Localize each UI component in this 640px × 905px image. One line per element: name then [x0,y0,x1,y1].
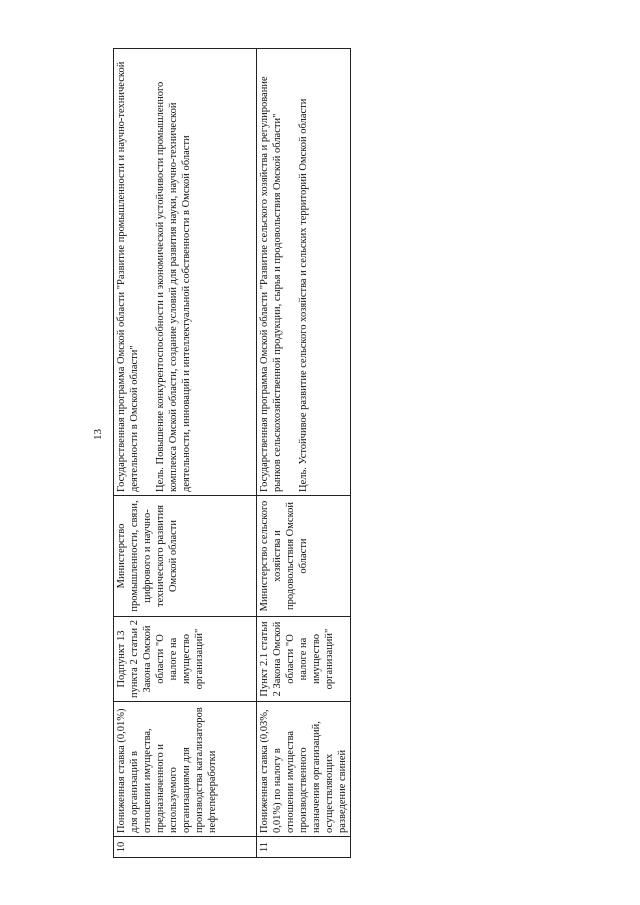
row-number: 11 [257,837,351,858]
program-cell [114,49,257,496]
program-goal: Цель. Повышение конкурентоспособности и экономической устойчивости промышленного комплекса Омской области, создание условий для развития науки, научно-технической деятельности, инноваций и интеллектуальной собственности в Омской области [155,81,192,492]
legal-basis-cell: Подпункт 13 пункта 2 статьи 2 Закона Омской области "О налоге на имущество организаций" [114,617,257,702]
row-number: 10 [114,837,257,858]
table-row [257,49,351,858]
page-number: 13 [92,429,104,440]
program-title: Государственная программа Омской области "Развитие промышленности и научно-технической деятельности в Омской области" [116,61,140,492]
ministry-cell: Министерство промышленности, связи, цифрового и научно-технического развития Омской области [114,496,257,617]
program-goal: Цель. Устойчивое развитие сельского хозяйства и сельских территорий Омской области [298,98,309,492]
tax-preference-cell: Пониженная ставка (0,01%) для организаций в отношении имущества, предназначенного и используемого организациями для производства катализаторов нефтепереработки [114,702,257,837]
program-cell [257,49,351,496]
tax-expenditures-table [113,48,351,858]
rotated-table-container [113,48,348,858]
ministry-cell: Министерство сельского хозяйства и продовольствия Омской области [257,496,351,617]
program-title: Государственная программа Омской области "Развитие сельского хозяйства и регулирование рынков сельскохозяйственной продукции, сырья и продовольствия Омской области" [259,76,283,492]
table-row [114,49,257,858]
legal-basis-cell: Пункт 2.1 статьи 2 Закона Омской области "О налоге на имущество организаций" [257,617,351,702]
tax-preference-cell: Пониженная ставка (0,03%, 0,01%) по налогу в отношении имущества производственного назначения организаций, осуществляющих разведение свиней [257,702,351,837]
